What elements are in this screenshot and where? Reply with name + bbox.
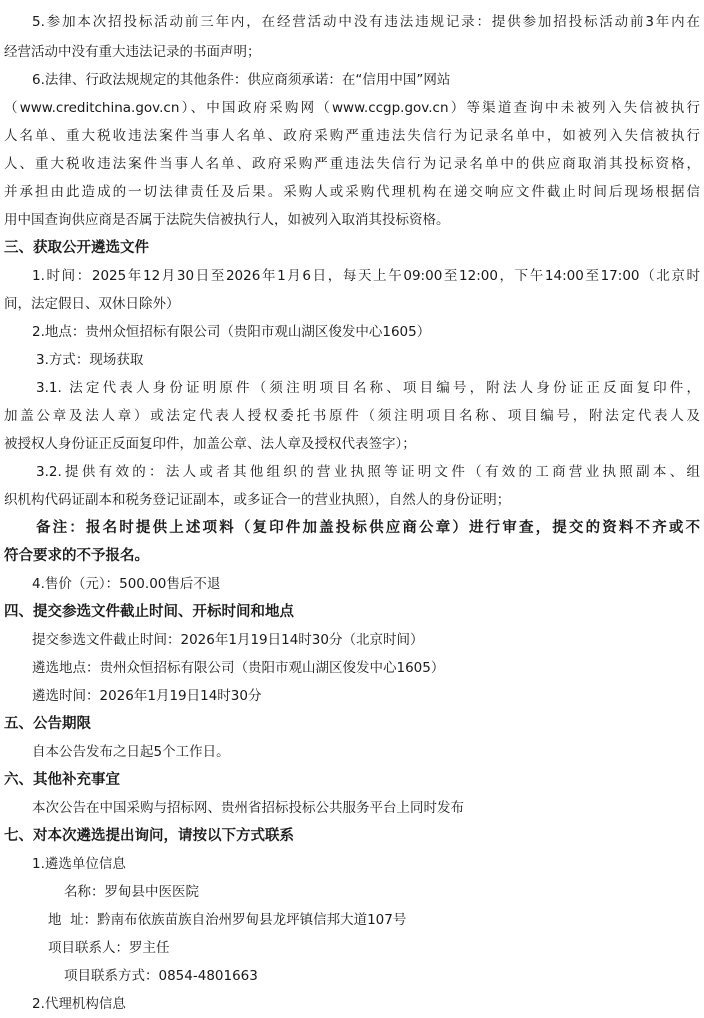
text-line: 1.时间：2025年12月30日至2026年1月6日，每天上午09:00至12:00，下午14:00至17:00（北京时 [32,268,700,284]
text-line: 织机构代码证副本和税务登记证副本，或多证合一的营业执照），自然人的身份证明； [4,492,511,508]
text-line: 用中国查询供应商是否属于法院失信被执行人，如被列入取消其投标资格。 [4,212,450,228]
text-line: 3.2.提供有效的：法人或者其他组织的营业执照等证明文件（有效的工商营业执照副本、组 [36,464,700,480]
text-line: 4.售价（元）：500.00售后不退 [32,576,221,592]
text-line: 自本公告发布之日起5个工作日。 [32,744,230,760]
text-line: 人名单、重大税收违法案件当事人名单、政府采购严重违法失信行为记录名单中，如被列入失信被执行 [4,128,700,144]
section-heading: 六、其他补充事宜 [4,772,120,788]
section-heading: 三、获取公开遴选文件 [4,240,149,256]
section-heading: 五、公告期限 [4,716,91,732]
text-line: 本次公告在中国采购与招标网、贵州省招标投标公共服务平台上同时发布 [32,800,464,816]
section-heading: 四、提交参选文件截止时间、开标时间和地点 [4,604,294,620]
text-line: 提交参选文件截止时间：2026年1月19日14时30分（北京时间） [32,632,424,648]
text-line: 6.法律、行政法规规定的其他条件：供应商须承诺：在“信用中国”网站 [32,72,451,88]
text-line: 遴选时间：2026年1月19日14时30分 [32,688,262,704]
text-line: 2.代理机构信息 [32,996,126,1012]
note-line: 符合要求的不予报名。 [4,548,149,564]
text-line: 名称：罗甸县中医医院 [64,884,199,900]
section-heading: 七、对本次遴选提出询问，请按以下方式联系 [4,828,294,844]
text-line: 遴选地点：贵州众恒招标有限公司（贵阳市观山湖区俊发中心1605） [32,660,445,676]
text-line: （www.creditchina.gov.cn）、中国政府采购网（www.ccgp.gov.cn）等渠道查询中未被列入失信被执行 [4,100,700,116]
text-line: 经营活动中没有重大违法记录的书面声明； [4,44,261,60]
text-line: 3.1. 法定代表人身份证明原件（须注明项目名称、项目编号，附法人身份证正反面复印件， [36,380,700,396]
text-line: 项目联系方式：0854-4801663 [64,968,258,984]
text-line: 被授权人身份证正反面复印件，加盖公章、法人章及授权代表签字）； [4,436,416,452]
text-line: 加盖公章及法人章）或法定代表人授权委托书原件（须注明项目名称、项目编号，附法定代表人及 [4,408,700,424]
text-line: 并承担由此造成的一切法律责任及后果。采购人或采购代理机构在递交响应文件截止时间后现场根据信 [4,184,700,200]
text-line: 2.地点：贵州众恒招标有限公司（贵阳市观山湖区俊发中心1605） [32,324,431,340]
text-line: 间，法定假日、双休日除外） [4,296,180,312]
note-line: 备注：报名时提供上述项料（复印件加盖投标供应商公章）进行审查，提交的资料不齐或不 [36,520,700,536]
text-line: 地 址：黔南布依族苗族自治州罗甸县龙坪镇信邦大道107号 [48,912,407,928]
text-line: 项目联系人：罗主任 [48,940,170,956]
text-line: 3.方式：现场获取 [36,352,144,368]
text-line: 1.遴选单位信息 [32,856,126,872]
text-line: 5.参加本次招投标活动前三年内，在经营活动中没有违法违规记录：提供参加招投标活动前3年内在 [32,14,700,30]
text-line: 人、重大税收违法案件当事人名单、政府采购严重违法失信行为记录名单中的供应商取消其投标资格， [4,156,700,172]
